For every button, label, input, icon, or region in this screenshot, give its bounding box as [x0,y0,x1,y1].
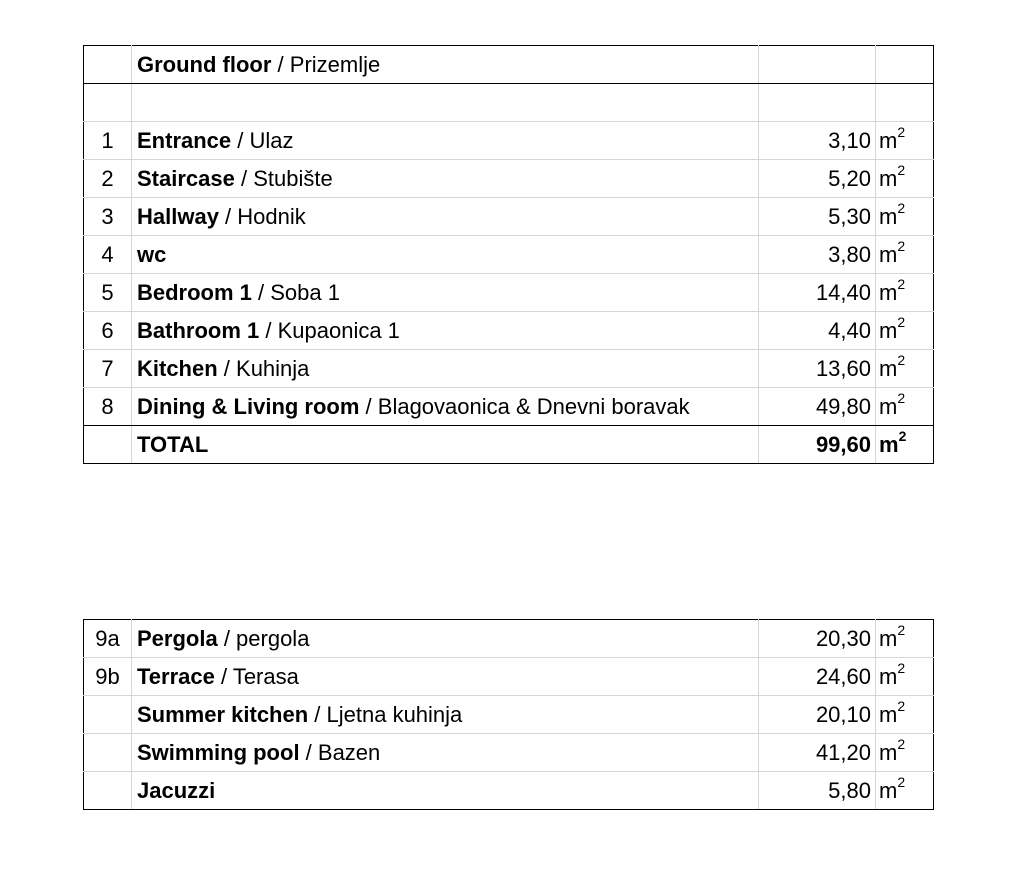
row-number [84,772,132,810]
row-unit [876,160,934,198]
unit-base: m [879,242,898,267]
table-row [84,658,934,696]
unit-base: m [879,166,898,191]
row-area: 3,80 [759,236,876,274]
unit-superscript: 2 [897,659,906,676]
table-row [84,388,934,426]
unit-superscript: 2 [897,123,906,140]
unit-base: m [879,664,898,689]
table-row [84,350,934,388]
ground-floor-title-sep: / [271,52,290,77]
table-row [84,274,934,312]
unit-base: m [879,280,898,305]
unit-base: m [879,740,898,765]
room-name-hr: / Ulaz [231,128,294,153]
row-unit [876,734,934,772]
row-unit [876,388,934,426]
unit-superscript: 2 [897,351,906,368]
header-val-cell [759,46,876,84]
unit-base: m [879,318,898,343]
room-name-en: Summer kitchen [137,702,309,727]
room-name-hr: / Blagovaonica & Dnevni boravak [359,394,690,419]
row-name [132,388,759,426]
header-num-cell [84,46,132,84]
row-name [132,350,759,388]
row-area: 20,10 [759,696,876,734]
row-unit [876,772,934,810]
unit-superscript: 2 [897,237,906,254]
row-area: 20,30 [759,620,876,658]
row-area: 5,30 [759,198,876,236]
room-name-hr: / Ljetna kuhinja [308,702,463,727]
row-area: 3,10 [759,122,876,160]
row-name [132,696,759,734]
row-name [132,734,759,772]
row-number: 8 [84,388,132,426]
table-row [84,236,934,274]
unit-superscript: 2 [897,621,906,638]
unit-base: m [879,778,898,803]
total-num-cell [84,426,132,464]
unit-superscript: 2 [897,275,906,292]
row-name [132,198,759,236]
blank-row [84,84,934,122]
row-number: 9a [84,620,132,658]
table-row [84,772,934,810]
ground-floor-title [132,46,759,84]
row-number: 6 [84,312,132,350]
row-area: 24,60 [759,658,876,696]
row-area: 13,60 [759,350,876,388]
row-name [132,122,759,160]
blank-num-cell [84,84,132,122]
row-area: 5,20 [759,160,876,198]
blank-unit-cell [876,84,934,122]
unit-base: m [879,626,898,651]
row-unit [876,696,934,734]
table-row [84,734,934,772]
room-name-en: Bathroom 1 [137,318,260,343]
ground-floor-header-row [84,46,934,84]
row-area: 49,80 [759,388,876,426]
row-number: 9b [84,658,132,696]
room-name-hr: / Kupaonica 1 [259,318,400,343]
row-unit [876,620,934,658]
total-label: TOTAL [132,426,759,464]
row-area: 5,80 [759,772,876,810]
room-name-hr: / Terasa [214,664,299,689]
row-unit [876,350,934,388]
room-name-en: Bedroom 1 [137,280,252,305]
room-name-en: Terrace [137,664,215,689]
room-name-en: Swimming pool [137,740,300,765]
table-row [84,198,934,236]
room-name-hr: / Bazen [299,740,381,765]
unit-superscript: 2 [897,199,906,216]
room-name-en: Staircase [137,166,235,191]
room-name-hr: / pergola [217,626,310,651]
table-row [84,122,934,160]
row-name [132,772,759,810]
header-unit-cell [876,46,934,84]
blank-name-cell [132,84,759,122]
table-row [84,696,934,734]
room-name-hr: / Stubište [234,166,333,191]
row-name [132,658,759,696]
room-name-hr: / Kuhinja [217,356,310,381]
unit-base: m [879,128,898,153]
ground-floor-table [83,45,934,464]
row-number [84,696,132,734]
total-row [84,426,934,464]
unit-base: m [879,204,898,229]
row-number: 2 [84,160,132,198]
outdoor-table-body [84,620,934,810]
unit-base: m [879,702,898,727]
row-number: 5 [84,274,132,312]
row-name [132,274,759,312]
unit-base: m [879,394,898,419]
room-name-en: wc [137,242,167,267]
row-unit [876,658,934,696]
room-name-en: Entrance [137,128,232,153]
row-name [132,236,759,274]
row-area: 4,40 [759,312,876,350]
table-row [84,160,934,198]
unit-superscript: 2 [897,735,906,752]
room-name-en: Kitchen [137,356,218,381]
row-area: 14,40 [759,274,876,312]
blank-val-cell [759,84,876,122]
room-name-en: Pergola [137,626,218,651]
table-row [84,620,934,658]
row-unit [876,274,934,312]
row-unit [876,122,934,160]
row-number: 4 [84,236,132,274]
unit-superscript: 2 [897,313,906,330]
total-unit [876,426,934,464]
row-name [132,312,759,350]
row-name [132,160,759,198]
ground-floor-title-en: Ground floor [137,52,272,77]
row-number: 3 [84,198,132,236]
row-unit [876,312,934,350]
unit-superscript: 2 [897,773,906,790]
total-area: 99,60 [759,426,876,464]
unit-base: m [879,432,899,457]
ground-floor-table-body [84,46,934,464]
room-name-hr: / Soba 1 [251,280,340,305]
unit-superscript: 2 [897,389,906,406]
room-name-en: Hallway [137,204,219,229]
unit-base: m [879,356,898,381]
room-name-en: Jacuzzi [137,778,216,803]
unit-superscript: 2 [897,161,906,178]
ground-floor-title-hr: Prizemlje [289,52,381,77]
row-name [132,620,759,658]
room-name-hr: / Hodnik [218,204,306,229]
row-number [84,734,132,772]
row-number: 7 [84,350,132,388]
table-row [84,312,934,350]
unit-superscript: 2 [898,427,907,444]
unit-superscript: 2 [897,697,906,714]
row-unit [876,198,934,236]
row-unit [876,236,934,274]
row-area: 41,20 [759,734,876,772]
row-number: 1 [84,122,132,160]
room-name-en: Dining & Living room [137,394,360,419]
outdoor-table [83,619,934,810]
